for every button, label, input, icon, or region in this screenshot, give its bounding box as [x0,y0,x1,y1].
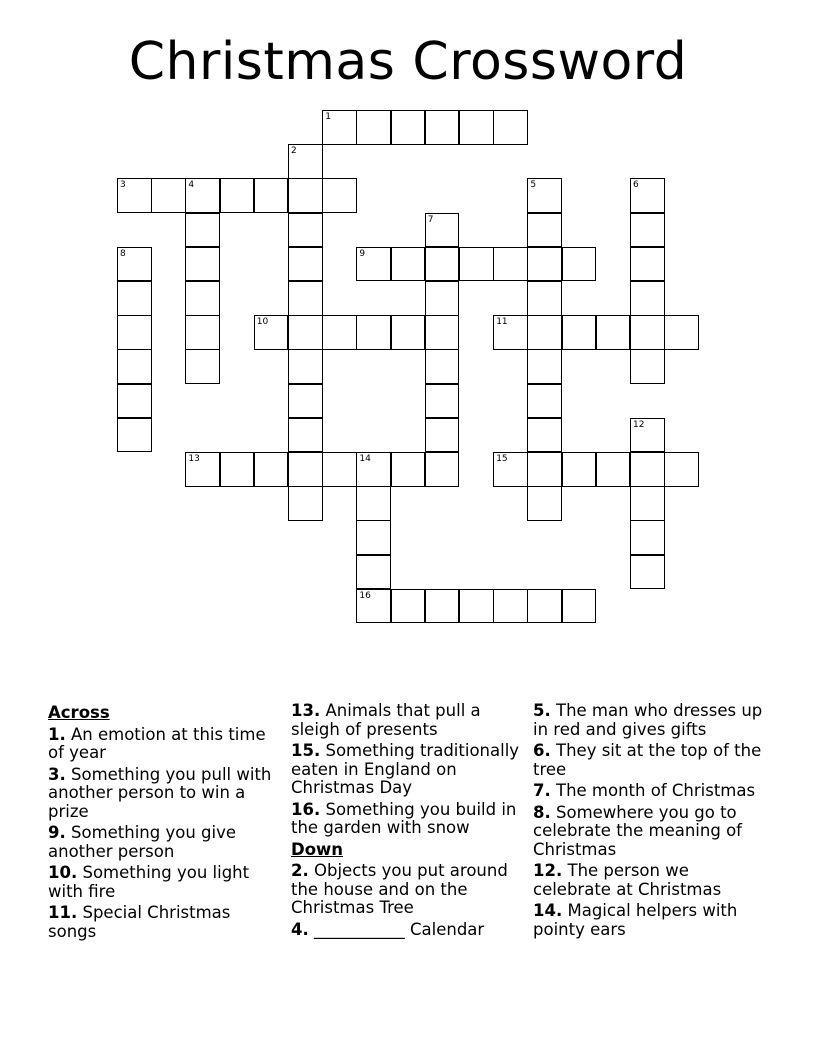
grid-cell[interactable] [322,452,357,487]
grid-cell[interactable] [630,247,665,282]
clue-across-16 [291,801,526,838]
grid-cell[interactable] [527,213,562,248]
grid-cell[interactable] [117,315,152,350]
grid-cell[interactable] [493,589,528,624]
clue-across-9 [48,824,283,861]
grid-cell[interactable] [596,452,631,487]
grid-cell[interactable] [527,452,562,487]
grid-cell[interactable] [356,589,391,624]
cell-number: 14 [359,454,371,464]
grid-cell[interactable] [322,178,357,213]
grid-cell[interactable] [562,589,597,624]
cell-number: 10 [256,317,269,328]
grid-cell[interactable] [527,178,562,213]
clue-number: 15. [291,741,321,760]
grid-cell[interactable] [630,178,665,213]
clue-down-8 [533,804,768,860]
cell-number: 2 [291,146,297,157]
grid-cell[interactable] [391,452,426,487]
across-header: Across [48,703,110,722]
grid-cell[interactable] [391,315,426,350]
grid-cell[interactable] [527,281,562,316]
cell-number: 12 [633,419,645,430]
grid-cell[interactable] [356,486,391,521]
clue-across-11 [48,904,283,941]
clue-number: 13. [291,701,321,720]
grid-cell[interactable] [288,452,323,487]
clue-text: Something you light with fire [48,863,250,901]
grid-cell[interactable] [459,589,494,624]
grid-cell[interactable] [356,315,391,350]
grid-cell[interactable] [356,110,391,145]
clue-number: 16. [291,799,321,819]
grid-cell[interactable] [322,315,357,350]
clue-across-1 [48,726,283,763]
grid-cell[interactable] [288,384,323,419]
grid-cell[interactable] [630,520,665,555]
grid-cell[interactable] [425,247,460,282]
clue-text: An emotion at this time of year [48,724,266,762]
clue-text: Magical helpers with pointy ears [533,901,738,939]
clue-text: Something you pull with another person to win a prize [48,764,272,821]
grid-cell[interactable] [493,110,528,145]
clue-number: 6. [533,741,551,760]
grid-cell[interactable] [425,315,460,350]
grid-cell[interactable] [117,247,152,282]
grid-cell[interactable] [630,281,665,316]
grid-cell[interactable] [527,384,562,419]
clue-number: 3. [48,764,66,784]
grid-cell[interactable] [425,384,460,419]
grid-cell[interactable] [630,555,665,590]
cell-number: 6 [633,180,639,191]
grid-cell[interactable] [254,178,289,213]
clue-text: They sit at the top of the tree [533,741,762,779]
grid-cell[interactable] [288,315,323,350]
clue-number: 12. [533,861,563,880]
clue-text: Something you give another person [48,823,237,861]
grid-cell[interactable] [425,589,460,624]
clue-text: The month of Christmas [556,781,756,800]
clue-number: 5. [533,701,551,720]
clue-number: 9. [48,823,66,842]
grid-cell[interactable] [185,281,220,316]
cell-number: 15 [496,454,508,464]
clue-text: Somewhere you go to celebrate the meaning of Christmas [533,802,742,859]
grid-cell[interactable] [220,178,255,213]
grid-cell[interactable] [391,589,426,624]
cell-number: 11 [496,317,508,328]
grid-cell[interactable] [391,110,426,145]
grid-cell[interactable] [562,247,597,282]
page-title: Christmas Crossword [128,32,688,92]
grid-cell[interactable] [117,178,152,213]
grid-cell[interactable] [117,384,152,419]
clue-text: The man who dresses up in red and gives gifts [533,701,763,739]
grid-cell[interactable] [493,315,528,350]
grid-cell[interactable] [356,452,391,487]
grid-cell[interactable] [117,418,152,453]
cell-number: 16 [359,590,371,601]
grid-cell[interactable] [527,315,562,350]
clue-number: 7. [533,781,551,800]
grid-cell[interactable] [288,418,323,453]
grid-cell[interactable] [288,349,323,384]
grid-cell[interactable] [596,315,631,350]
clue-number: 14. [533,901,563,920]
grid-cell[interactable] [185,213,220,248]
clue-down-7 [533,782,768,801]
clue-across-10 [48,864,283,901]
grid-cell[interactable] [630,486,665,521]
grid-cell[interactable] [288,213,323,248]
grid-cell[interactable] [664,452,699,487]
grid-cell[interactable] [185,452,220,487]
clue-column-3 [533,702,768,942]
clue-number: 8. [533,802,551,822]
clue-across-15 [291,742,526,798]
grid-cell[interactable] [630,315,665,350]
clue-number: 4. [291,919,309,939]
grid-cell[interactable] [425,281,460,316]
clue-number: 11. [48,903,78,922]
grid-cell[interactable] [117,281,152,316]
cell-number: 1 [325,112,331,122]
grid-cell[interactable] [288,247,323,282]
grid-cell[interactable] [664,315,699,350]
grid-cell[interactable] [630,418,665,453]
grid-cell[interactable] [459,110,494,145]
grid-cell[interactable] [185,247,220,282]
grid-cell[interactable] [356,247,391,282]
grid-cell[interactable] [288,144,323,179]
grid-cell[interactable] [185,178,220,213]
grid-cell[interactable] [527,589,562,624]
clue-down-14 [533,902,768,939]
grid-cell[interactable] [288,486,323,521]
grid-cell[interactable] [425,349,460,384]
clue-down-6 [533,742,768,779]
grid-cell[interactable] [425,418,460,453]
grid-cell[interactable] [562,315,597,350]
clue-number: 2. [291,861,309,880]
grid-cell[interactable] [151,178,186,213]
grid-cell[interactable] [254,452,289,487]
grid-cell[interactable] [117,349,152,384]
cell-number: 13 [188,454,200,464]
clue-column-1 [48,702,283,944]
cell-number: 7 [427,214,434,225]
grid-cell[interactable] [562,452,597,487]
grid-cell[interactable] [425,110,460,145]
grid-cell[interactable] [322,110,357,145]
grid-cell[interactable] [493,452,528,487]
grid-cell[interactable] [493,247,528,282]
grid-cell[interactable] [630,213,665,248]
grid-cell[interactable] [356,520,391,555]
clue-number: 10. [48,863,78,882]
clue-text: Objects you put around the house and on the Christmas Tree [291,861,508,917]
grid-cell[interactable] [527,349,562,384]
clue-down-4 [291,921,526,940]
cell-number: 4 [188,180,195,191]
cell-number: 8 [120,248,126,259]
grid-cell[interactable] [391,247,426,282]
grid-cell[interactable] [527,247,562,282]
grid-cell[interactable] [630,349,665,384]
cell-number: 3 [120,180,126,191]
clue-down-12 [533,862,768,899]
clue-text: Something you build in the garden with snow [291,799,517,837]
grid-cell[interactable] [425,452,460,487]
grid-cell[interactable] [425,213,460,248]
down-header: Down [291,839,344,859]
grid-cell[interactable] [185,315,220,350]
grid-cell[interactable] [459,247,494,282]
clue-across-13 [291,702,526,739]
clue-column-2 [291,702,526,942]
cell-number: 9 [359,248,366,259]
clue-down-2 [291,862,526,918]
grid-cell[interactable] [630,452,665,487]
clue-text: The person we celebrate at Christmas [533,861,722,899]
grid-cell[interactable] [527,418,562,453]
cell-number: 5 [530,180,537,191]
grid-cell[interactable] [185,349,220,384]
clue-text: Special Christmas songs [48,903,231,941]
grid-cell[interactable] [527,486,562,521]
clue-text: Something traditionally eaten in England on Christmas Day [291,741,520,797]
clue-text: ___________ Calendar [314,919,485,939]
grid-cell[interactable] [220,452,255,487]
grid-cell[interactable] [288,281,323,316]
clue-down-5 [533,702,768,739]
grid-cell[interactable] [288,178,323,213]
clue-across-3 [48,766,283,822]
clue-number: 1. [48,724,66,744]
clue-text: Animals that pull a sleigh of presents [291,701,481,739]
grid-cell[interactable] [254,315,289,350]
grid-cell[interactable] [356,555,391,590]
